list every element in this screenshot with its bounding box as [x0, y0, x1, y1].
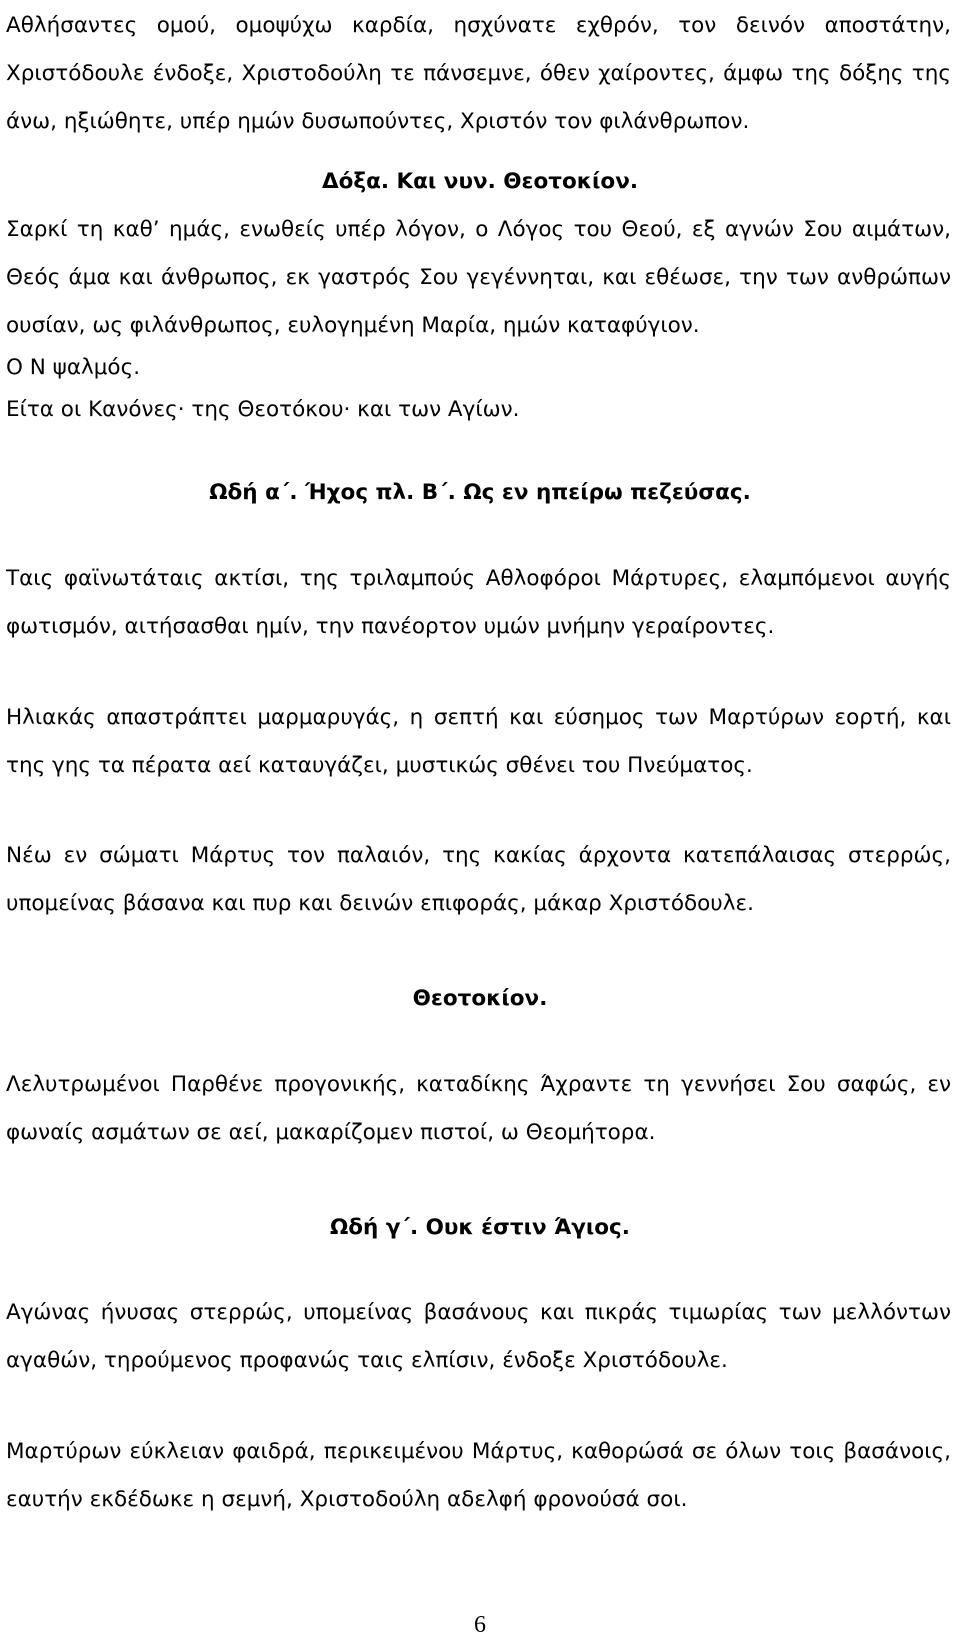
paragraph-1: Αθλήσαντες ομού, ομοψύχω καρδία, ησχύνατε εχθρόν, τον δεινόν αποστάτην, Χριστόδουλε ένδοξε, Χριστοδούλη τε πάνσεμνε, όθεν χαίροντες, άμφω της δόξης της άνω, ηξιώθητε, υπέρ ημών δυσωπούντες, Χριστόν τον φιλάνθρωπον.	[6, 13, 951, 134]
line-canons: Είτα οι Κανόνες· της Θεοτόκου· και των Αγίων.	[6, 397, 520, 422]
paragraph-4: Ηλιακάς απαστράπτει μαρμαρυγάς, η σεπτή και εύσημος των Μαρτύρων εορτή, και της γης τα πέρατα αεί καταυγάζει, μυστικώς σθένει του Πνεύματος.	[6, 705, 951, 778]
heading-doxa-theotokion: Δόξα. Και νυν. Θεοτοκίον.	[321, 169, 639, 194]
paragraph-8: Μαρτύρων εύκλειαν φαιδρά, περικειμένου Μάρτυς, καθορώσά σε όλων τοις βασάνοις, εαυτήν εκδέδωκε η σεμνή, Χριστοδούλη αδελφή φρονούσά σοι.	[6, 1439, 951, 1512]
paragraph-3: Ταις φαϊνωτάταις ακτίσι, της τριλαμπούς Αθλοφόροι Μάρτυρες, ελαμπόμενοι αυγής φωτισμόν, αιτήσασθαι ημίν, την πανέορτον υμών μνήμην γεραίροντες.	[6, 566, 951, 639]
paragraph-5: Νέω εν σώματι Μάρτυς τον παλαιόν, της κακίας άρχοντα κατεπάλαισας στερρώς, υπομείνας βάσανα και πυρ και δεινών επιφοράς, μάκαρ Χριστόδουλε.	[6, 843, 951, 916]
paragraph-7: Αγώνας ήνυσας στερρώς, υπομείνας βασάνους και πικράς τιμωρίας των μελλόντων αγαθών, τηρούμενος προφανώς ταις ελπίσιν, ένδοξε Χριστόδουλε.	[6, 1300, 951, 1373]
line-psalm-50: Ο Ν ψαλμός.	[6, 355, 141, 380]
heading-theotokion: Θεοτοκίον.	[412, 986, 548, 1011]
page-number: 6	[474, 1612, 486, 1638]
paragraph-6: Λελυτρωμένοι Παρθένε προγονικής, καταδίκης Άχραντε τη γεννήσει Σου σαφώς, εν φωναίς ασμάτων σε αεί, μακαρίζομεν πιστοί, ω Θεομήτορα.	[6, 1072, 951, 1145]
heading-ode-1: Ωδή α΄. Ήχος πλ. Β΄. Ως εν ηπείρω πεζεύσας.	[209, 480, 751, 505]
paragraph-2: Σαρκί τη καθ’ ημάς, ενωθείς υπέρ λόγον, ο Λόγος του Θεού, εξ αγνών Σου αιμάτων, Θεός άμα και άνθρωπος, εκ γαστρός Σου γεγέννηται, και εθέωσε, την των ανθρώπων ουσίαν, ως φιλάνθρωπος, ευλογημένη Μαρία, ημών καταφύγιον.	[6, 217, 951, 338]
heading-ode-3: Ωδή γ΄. Ουκ έστιν Άγιος.	[330, 1215, 630, 1240]
